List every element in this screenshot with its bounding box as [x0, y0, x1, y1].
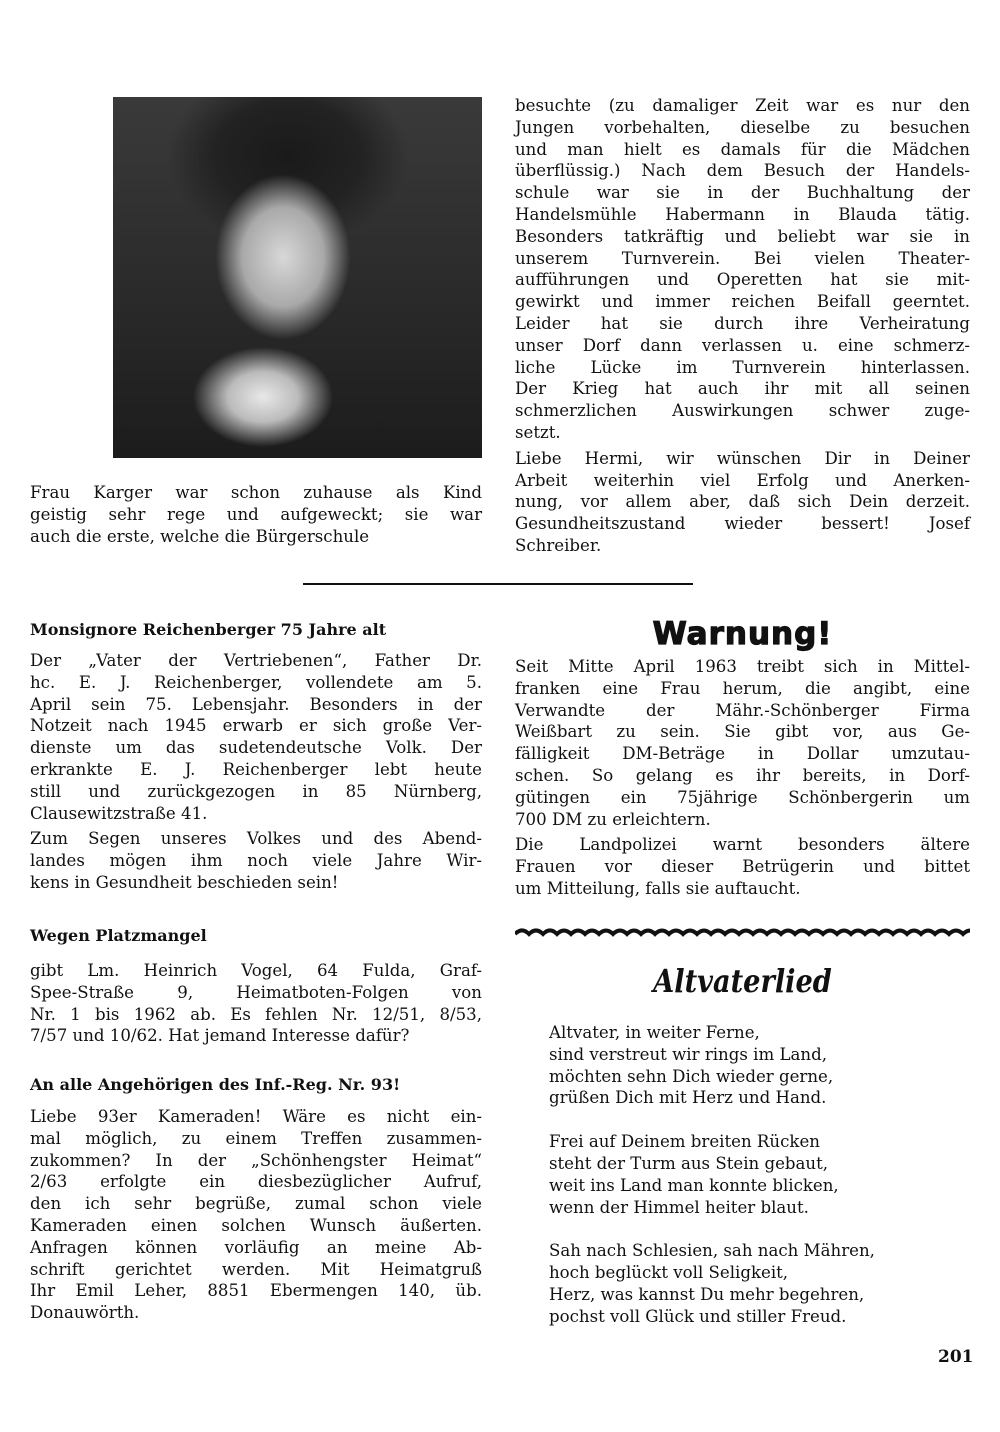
- text-line: weit ins Land man konnte blicken,: [549, 1175, 839, 1195]
- text-line: Arbeit weiterhin viel Erfolg und Anerken-: [515, 470, 970, 490]
- page-number: 201: [938, 1347, 974, 1367]
- text-line: kens in Gesundheit beschieden sein!: [30, 872, 339, 892]
- text-line: Seit Mitte April 1963 treibt sich in Mittel-: [515, 657, 970, 676]
- text-line: Frei auf Deinem breiten Rücken: [549, 1132, 820, 1152]
- text-line: Clausewitzstraße 41.: [30, 803, 208, 823]
- text-line: Sah nach Schlesien, sah nach Mähren,: [549, 1241, 875, 1261]
- text-line: mal möglich, zu einem Treffen zusammen-: [30, 1128, 482, 1148]
- text-line: Altvater, in weiter Ferne,: [549, 1023, 760, 1042]
- text-line: dienste um das sudetendeutsche Volk. Der: [30, 738, 482, 758]
- text-line: Die Landpolizei warnt besonders ältere: [515, 835, 970, 855]
- text-line: Zum Segen unseres Volkes und des Abend-: [30, 829, 482, 849]
- monsignore-body: [30, 650, 482, 894]
- text-line: steht der Turm aus Stein gebaut,: [549, 1153, 829, 1173]
- text-line: Ihr Emil Leher, 8851 Ebermengen 140, üb.: [30, 1281, 482, 1301]
- wave-line: [515, 931, 970, 935]
- text-line: Der Krieg hat auch ihr mit all seinen: [515, 379, 970, 399]
- text-line: Verwandte der Mähr.-Schönberger Firma: [515, 700, 970, 720]
- text-line: 7/57 und 10/62. Hat jemand Interesse dafür?: [30, 1026, 410, 1046]
- text-line: schmerzlichen Auswirkungen schwer zuge-: [515, 401, 970, 421]
- text-line: den ich sehr begrüße, zumal schon viele: [30, 1194, 482, 1214]
- text-line: Anfragen können vorläufig an meine Ab-: [30, 1237, 482, 1257]
- platzmangel-heading: Wegen Platzmangel: [30, 926, 207, 945]
- infreg-heading: An alle Angehörigen des Inf.-Reg. Nr. 93!: [30, 1075, 401, 1094]
- text-line: erkrankte E. J. Reichenberger lebt heute: [30, 759, 482, 779]
- text-line: hc. E. J. Reichenberger, vollendete am 5.: [30, 672, 482, 692]
- paragraph-gap: [549, 1218, 969, 1240]
- text-line: grüßen Dich mit Herz und Hand.: [549, 1088, 827, 1108]
- text-line: nung, vor allem aber, daß sich Dein derzeit.: [515, 492, 970, 512]
- text-line: schule war sie in der Buchhaltung der: [515, 183, 970, 203]
- text-line: hoch beglückt voll Seligkeit,: [549, 1263, 789, 1283]
- text-line: überflüssig.) Nach dem Besuch der Handels-: [515, 161, 970, 181]
- karger-article-continued: [515, 95, 970, 557]
- section-divider: [303, 583, 693, 585]
- text-line: Weißbart zu sein. Sie gibt vor, aus Ge-: [515, 722, 970, 742]
- text-line: still und zurückgezogen in 85 Nürnberg,: [30, 781, 482, 801]
- text-line: liche Lücke im Turnverein hinterlassen.: [515, 357, 970, 377]
- text-line: und man hielt es damals für die Mädchen: [515, 139, 970, 159]
- text-line: schrift gerichtet werden. Mit Heimatgruß: [30, 1259, 482, 1279]
- text-line: Liebe Hermi, wir wünschen Dir in Deiner: [515, 448, 970, 468]
- text-line: setzt.: [515, 422, 561, 442]
- text-line: Nr. 1 bis 1962 ab. Es fehlen Nr. 12/51, 8/53,: [30, 1004, 482, 1024]
- text-line: Jungen vorbehalten, dieselbe zu besuchen: [515, 117, 970, 137]
- text-line: fälligkeit DM-Beträge in Dollar umzutau-: [515, 744, 970, 764]
- text-line: Frau Karger war schon zuhause als Kind: [30, 483, 482, 502]
- text-line: pochst voll Glück und stiller Freud.: [549, 1306, 847, 1326]
- text-line: möchten sehn Dich wieder gerne,: [549, 1066, 834, 1086]
- warnung-heading: Warnung!: [652, 616, 833, 652]
- infreg-body: [30, 1106, 482, 1324]
- text-line: Gesundheitszustand wieder bessert! Josef: [515, 514, 970, 534]
- text-line: unser Dorf dann verlassen u. eine schmerz-: [515, 335, 970, 355]
- photo-caption: [30, 482, 482, 547]
- text-line: wenn der Himmel heiter blaut.: [549, 1197, 809, 1217]
- text-line: franken eine Frau herum, die angibt, eine: [515, 678, 970, 698]
- portrait-photo: [113, 97, 482, 458]
- text-line: aufführungen und Operetten hat sie mit-: [515, 270, 970, 290]
- text-line: schen. So gelang es ihr bereits, in Dorf-: [515, 765, 970, 785]
- text-line: Notzeit nach 1945 erwarb er sich große Ver-: [30, 716, 482, 736]
- monsignore-heading: Monsignore Reichenberger 75 Jahre alt: [30, 620, 387, 639]
- text-line: April sein 75. Lebensjahr. Besonders in der: [30, 694, 482, 714]
- text-line: Kameraden einen solchen Wunsch äußerten.: [30, 1215, 482, 1235]
- platzmangel-body: [30, 960, 482, 1047]
- text-line: besuchte (zu damaliger Zeit war es nur den: [515, 96, 970, 115]
- text-line: Schreiber.: [515, 535, 602, 555]
- text-line: landes mögen ihm noch viele Jahre Wir-: [30, 851, 482, 871]
- text-line: gibt Lm. Heinrich Vogel, 64 Fulda, Graf-: [30, 961, 482, 980]
- text-line: auch die erste, welche die Bürgerschule: [30, 526, 370, 546]
- text-line: gütingen ein 75jährige Schönbergerin um: [515, 787, 970, 807]
- paragraph-gap: [549, 1109, 969, 1131]
- text-line: gewirkt und immer reichen Beifall geerntet.: [515, 292, 970, 312]
- text-line: unserem Turnverein. Bei vielen Theater-: [515, 248, 970, 268]
- text-line: Leider hat sie durch ihre Verheiratung: [515, 313, 970, 333]
- text-line: Der „Vater der Vertriebenen“, Father Dr.: [30, 651, 482, 670]
- text-line: Liebe 93er Kameraden! Wäre es nicht ein-: [30, 1107, 482, 1126]
- text-line: 700 DM zu erleichtern.: [515, 809, 711, 829]
- altvaterlied-title: Altvaterlied: [653, 962, 832, 1000]
- altvaterlied-poem: [549, 1022, 969, 1328]
- text-line: Donauwörth.: [30, 1303, 140, 1323]
- text-line: geistig sehr rege und aufgeweckt; sie war: [30, 504, 482, 524]
- text-line: 2/63 erfolgte ein diesbezüglicher Aufruf,: [30, 1172, 482, 1192]
- text-line: Frauen vor dieser Betrügerin und bittet: [515, 857, 970, 877]
- text-line: Handelsmühle Habermann in Blauda tätig.: [515, 204, 970, 224]
- wavy-divider: [515, 927, 970, 941]
- text-line: zukommen? In der „Schönhengster Heimat“: [30, 1150, 482, 1170]
- text-line: sind verstreut wir rings im Land,: [549, 1044, 827, 1064]
- text-line: Besonders tatkräftig und beliebt war sie in: [515, 226, 970, 246]
- warnung-body: [515, 656, 970, 900]
- text-line: Spee-Straße 9, Heimatboten-Folgen von: [30, 982, 482, 1002]
- text-line: um Mitteilung, falls sie auftaucht.: [515, 878, 801, 898]
- text-line: Herz, was kannst Du mehr begehren,: [549, 1284, 865, 1304]
